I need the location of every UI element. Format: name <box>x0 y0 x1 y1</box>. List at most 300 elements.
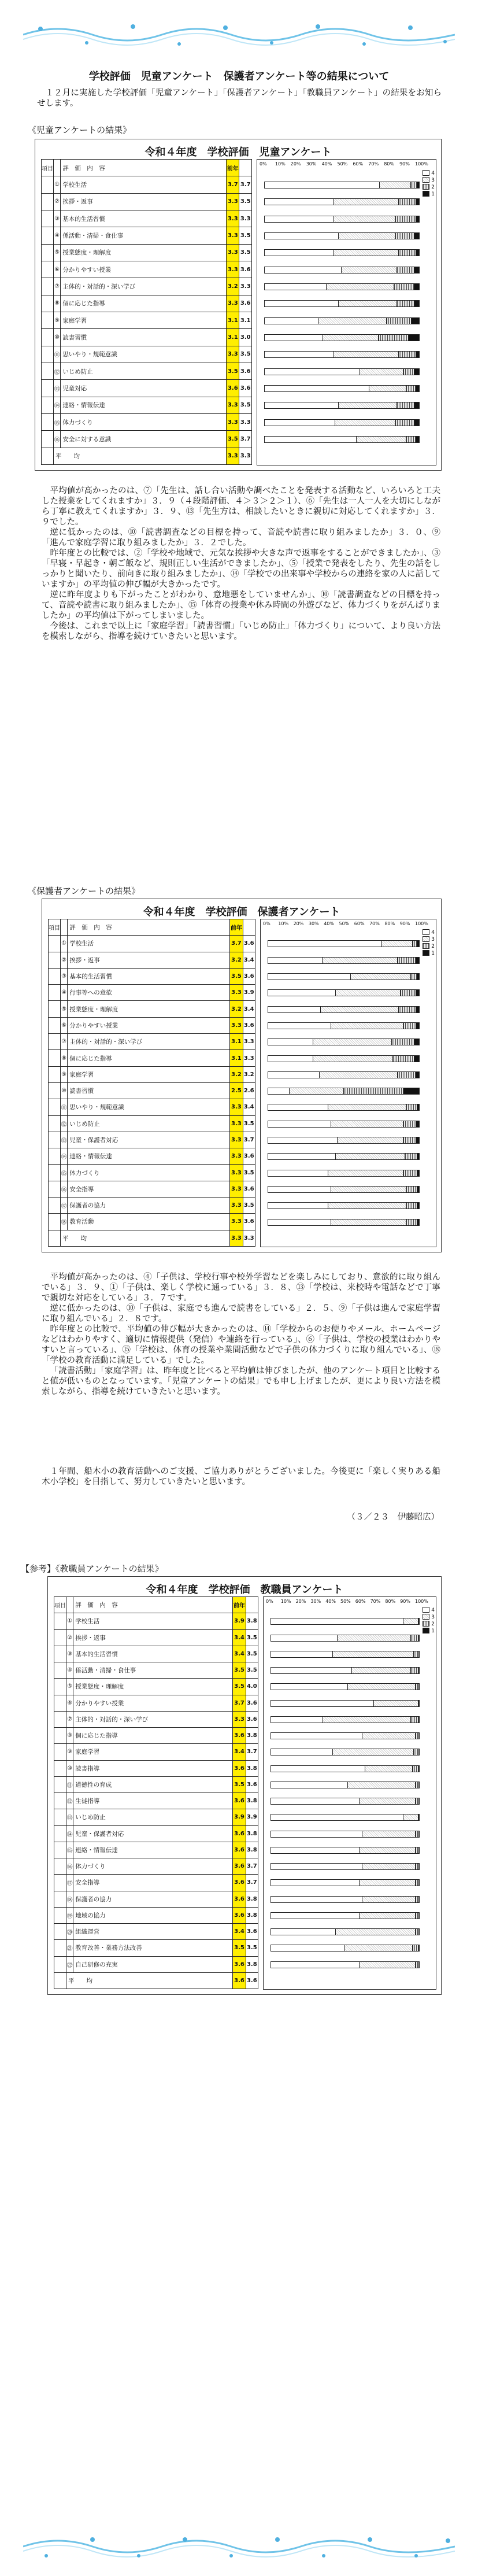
legend-entry <box>423 943 435 950</box>
bar-segment-level-3 <box>350 974 410 980</box>
item-label: 児童・保護者対応 <box>73 1825 233 1842</box>
bar-segment-level-4 <box>271 1929 335 1935</box>
category-cell <box>49 985 61 1001</box>
item-last-year: 3.5 <box>239 193 252 210</box>
average-last-year: 3.6 <box>246 1972 258 1989</box>
legend-label: 1 <box>431 1628 435 1634</box>
axis-tick-label: 60% <box>354 921 365 926</box>
item-label: いじめ防止 <box>68 1115 230 1132</box>
bar-segment-level-4 <box>271 1798 359 1804</box>
item-number: ⑧ <box>66 1728 73 1744</box>
item-last-year: 3.6 <box>243 1017 255 1033</box>
bar-segment-level-3 <box>328 1203 406 1208</box>
distribution-bar <box>271 1928 420 1935</box>
item-label: 教育改善・業務方法改善 <box>73 1940 233 1956</box>
table-row <box>42 380 252 397</box>
category-cell <box>49 952 61 968</box>
item-this-year: 3.3 <box>230 1148 243 1165</box>
item-number: ⑭ <box>66 1825 73 1842</box>
bar-segment-level-3 <box>328 1170 403 1176</box>
axis-tick-label: 90% <box>400 1599 410 1604</box>
item-number: ⑨ <box>54 312 61 328</box>
item-this-year: 3.3 <box>230 1165 243 1181</box>
axis-tick-label: 10% <box>280 1599 291 1604</box>
axis-tick-label: 40% <box>324 921 334 926</box>
bar-segment-level-3 <box>365 1766 412 1772</box>
bar-segment-level-1 <box>417 974 419 980</box>
table-row <box>54 1662 258 1679</box>
bar-segment-level-4 <box>265 318 318 324</box>
bar-segment-level-4 <box>271 1684 347 1690</box>
item-last-year: 3.6 <box>243 1214 255 1230</box>
average-last-year: 3.3 <box>243 1230 255 1246</box>
bar-segment-level-3 <box>335 990 400 996</box>
average-this-year: 3.6 <box>233 1972 246 1989</box>
parent-commentary-1: 平均値が高かったのは、④「子供は、学校行事や校外学習などを楽しみにしており、意欲的に取り組んでいる」３．９、①「子供は、楽しく学校に通っている」３．８、⑬「学校は、来校時や電話などで丁寧で親切な対応をしている」３．７です。 <box>42 1273 440 1303</box>
bar-segment-level-3 <box>322 958 397 963</box>
distribution-bar <box>271 1879 420 1886</box>
item-this-year: 3.3 <box>227 346 239 363</box>
item-this-year: 3.3 <box>230 1099 243 1115</box>
bar-segment-level-2 <box>406 1203 417 1208</box>
bar-segment-level-2 <box>391 1039 414 1045</box>
bar-segment-level-4 <box>265 437 356 442</box>
item-label: 連絡・情報伝達 <box>61 397 227 413</box>
legend-swatch <box>423 943 429 949</box>
bar-segment-level-3 <box>362 1897 415 1902</box>
bar-segment-level-1 <box>418 1749 419 1755</box>
legend-label: 2 <box>431 943 435 949</box>
item-label: いじめ防止 <box>73 1809 233 1825</box>
item-last-year: 3.3 <box>243 1034 255 1050</box>
bar-segment-level-1 <box>417 1154 419 1159</box>
item-label: 個に応じた指導 <box>73 1728 233 1744</box>
bar-segment-level-2 <box>406 437 416 442</box>
parent-commentary-3: 昨年度との比較で、平均値の伸び幅が大きかったのは、⑭「学校からのお便りやメール、ホームページなどはわかりやすく、適切に情報提供（発信）や連絡を行っている」、⑥「子供は、学校の授業はわかりやすいと言っている」、⑮「学校は、体育の授業や業間活動などで子供の体力づくりに取り組んでいる」、⑱「学校の教育活動に満足している」でした。 <box>42 1325 440 1365</box>
parent-items-table <box>48 919 255 1247</box>
category-cell <box>54 1858 66 1875</box>
distribution-bar <box>268 957 420 964</box>
table-row <box>42 397 252 413</box>
table-row <box>42 363 252 379</box>
distribution-bar <box>271 1961 420 1968</box>
item-last-year: 3.6 <box>246 1695 258 1711</box>
item-number: ⑦ <box>54 278 61 295</box>
bar-segment-level-3 <box>362 1733 415 1739</box>
legend-entry <box>423 950 435 957</box>
category-cell <box>49 1017 61 1033</box>
category-cell <box>42 346 54 363</box>
bar-segment-level-3 <box>334 199 398 205</box>
legend-label: 4 <box>431 170 435 176</box>
legend-entry <box>423 1607 435 1614</box>
item-label: 思いやり・規範意識 <box>68 1099 230 1115</box>
item-this-year: 3.2 <box>230 1001 243 1017</box>
item-label: 挨拶・返事 <box>61 193 227 210</box>
bar-segment-level-1 <box>416 1121 419 1127</box>
bar-segment-level-2 <box>410 1668 418 1673</box>
bar-segment-level-3 <box>326 284 394 290</box>
legend-swatch <box>423 191 429 197</box>
distribution-bar <box>264 216 420 223</box>
category-cell <box>49 1214 61 1230</box>
bar-segment-level-3 <box>334 216 395 222</box>
bottom-decorative-banner <box>23 2530 455 2564</box>
distribution-bar <box>271 1667 420 1674</box>
axis-tick-label: 70% <box>369 921 380 926</box>
axis-tick-label: 60% <box>355 1599 366 1604</box>
item-last-year: 3.5 <box>246 1646 258 1662</box>
item-last-year: 3.7 <box>239 176 252 193</box>
table-row <box>49 936 255 952</box>
bar-segment-level-1 <box>418 1913 419 1919</box>
student-chart-legend <box>423 170 435 198</box>
axis-tick-label: 30% <box>310 1599 321 1604</box>
table-row <box>49 1017 255 1033</box>
bar-segment-level-3 <box>319 1072 397 1078</box>
item-number: ⑪ <box>54 346 61 363</box>
distribution-bar <box>268 973 420 980</box>
table-row <box>54 1940 258 1956</box>
bar-segment-level-1 <box>418 1847 419 1853</box>
bar-segment-level-4 <box>265 369 360 375</box>
bar-segment-level-4 <box>271 1733 362 1739</box>
item-last-year: 3.8 <box>246 1907 258 1923</box>
bar-segment-level-2 <box>395 233 414 239</box>
legend-swatch <box>423 936 429 942</box>
item-last-year: 3.6 <box>239 363 252 379</box>
average-this-year: 3.3 <box>227 448 239 464</box>
bar-segment-level-1 <box>416 1137 419 1143</box>
header-this-year: 前年 <box>233 1597 246 1613</box>
item-label: 個に応じた指導 <box>61 295 227 312</box>
distribution-bar <box>268 1055 420 1062</box>
table-row <box>49 1148 255 1165</box>
item-label: 授業態度・理解度 <box>68 1001 230 1017</box>
bar-segment-level-2 <box>413 1651 418 1657</box>
item-label: 家庭学習 <box>61 312 227 328</box>
distribution-bar <box>268 1202 420 1209</box>
distribution-bar <box>268 1219 420 1226</box>
item-label: 保護者の協力 <box>73 1891 233 1907</box>
table-row <box>42 278 252 295</box>
bar-segment-level-3 <box>359 1913 415 1919</box>
item-last-year: 3.3 <box>239 413 252 430</box>
bar-segment-level-3 <box>332 1749 413 1755</box>
distribution-bar <box>271 1782 420 1788</box>
item-label: 組織運営 <box>73 1924 233 1940</box>
category-cell <box>42 176 54 193</box>
bar-segment-level-1 <box>414 301 419 306</box>
table-header-row <box>49 919 255 936</box>
distribution-bar <box>264 334 420 341</box>
item-last-year: 3.5 <box>239 244 252 261</box>
table-row <box>54 1875 258 1891</box>
item-label: 係活動・清掃・食仕事 <box>61 227 227 244</box>
item-number: ⑱ <box>61 1214 68 1230</box>
bar-segment-level-2 <box>395 420 414 426</box>
legend-label: 2 <box>431 1621 435 1627</box>
bar-segment-level-4 <box>265 420 335 426</box>
item-label: 個に応じた指導 <box>68 1050 230 1066</box>
item-label: 保護者の協力 <box>68 1198 230 1214</box>
category-cell <box>49 1099 61 1115</box>
item-last-year: 3.5 <box>246 1629 258 1646</box>
bar-segment-level-3 <box>403 1618 418 1624</box>
bar-segment-level-1 <box>418 1668 419 1673</box>
category-cell <box>54 1842 66 1858</box>
legend-swatch <box>423 950 429 956</box>
item-this-year: 3.6 <box>233 1875 246 1891</box>
bar-segment-level-1 <box>418 1929 419 1935</box>
item-last-year: 3.7 <box>239 431 252 448</box>
bar-segment-level-1 <box>418 1831 419 1837</box>
bar-segment-level-2 <box>413 1749 418 1755</box>
table-row <box>49 1001 255 1017</box>
distribution-bar <box>271 1945 420 1952</box>
table-row <box>42 244 252 261</box>
distribution-bar <box>264 385 420 392</box>
bar-segment-level-2 <box>392 1056 414 1062</box>
distribution-bar <box>268 1088 420 1095</box>
distribution-bar <box>264 419 420 426</box>
average-label: 平 均 <box>66 1972 233 1989</box>
legend-entry <box>423 170 435 177</box>
legend-swatch <box>423 1628 429 1633</box>
legend-swatch <box>423 1614 429 1620</box>
axis-tick-label: 30% <box>308 921 319 926</box>
student-items-table <box>41 159 252 465</box>
header-item: 評 価 内 容 <box>61 160 227 176</box>
bar-segment-level-1 <box>414 1039 419 1045</box>
item-number: ⑨ <box>66 1744 73 1760</box>
item-label: 児童対応 <box>61 380 227 397</box>
parent-report-title: 令和４年度 学校評価 保護者アンケート <box>143 906 340 918</box>
bar-segment-level-1 <box>408 335 419 341</box>
bar-segment-level-4 <box>268 1023 331 1029</box>
category-cell <box>54 1907 66 1923</box>
bar-segment-level-4 <box>265 267 341 273</box>
item-number: ② <box>61 952 68 968</box>
bar-segment-level-2 <box>398 199 416 205</box>
table-row <box>42 227 252 244</box>
bar-segment-level-4 <box>265 352 334 357</box>
bar-segment-level-2 <box>343 1088 403 1094</box>
item-label: 係活動・清掃・食仕事 <box>73 1662 233 1679</box>
table-row <box>54 1924 258 1940</box>
item-this-year: 3.3 <box>230 1181 243 1197</box>
table-header-row <box>54 1597 258 1613</box>
item-last-year: 3.5 <box>239 397 252 413</box>
staff-report-title: 令和４年度 学校評価 教職員アンケート <box>146 1584 343 1596</box>
item-last-year: 3.3 <box>243 1050 255 1066</box>
axis-tick-label: 40% <box>325 1599 336 1604</box>
item-last-year: 3.8 <box>246 1956 258 1972</box>
item-this-year: 3.6 <box>233 1728 246 1744</box>
item-label: 基本的生活習慣 <box>68 968 230 984</box>
bar-segment-level-4 <box>268 1187 331 1192</box>
bar-segment-level-2 <box>410 1717 418 1723</box>
item-this-year: 3.7 <box>230 936 243 952</box>
distribution-bar <box>271 1798 420 1805</box>
table-row <box>49 1082 255 1099</box>
bar-segment-level-3 <box>323 1717 411 1723</box>
staff-section-label: 【参考】《教職員アンケートの結果》 <box>21 1564 164 1574</box>
item-label: 学校生活 <box>61 176 227 193</box>
bar-segment-level-4 <box>271 1962 359 1968</box>
item-this-year: 3.5 <box>233 1940 246 1956</box>
bar-segment-level-2 <box>386 318 411 324</box>
item-number: ⑧ <box>61 1050 68 1066</box>
bar-segment-level-3 <box>369 386 406 391</box>
legend-entry <box>423 936 435 943</box>
bar-segment-level-3 <box>337 1635 411 1641</box>
item-label: 読書習慣 <box>68 1082 230 1099</box>
distribution-bar <box>264 249 420 256</box>
table-row <box>42 176 252 193</box>
bar-segment-level-1 <box>416 990 419 996</box>
bar-segment-level-4 <box>271 1651 332 1657</box>
item-number: ⑫ <box>54 363 61 379</box>
category-cell <box>54 1972 66 1989</box>
staff-chart-legend <box>423 1607 435 1635</box>
bar-segment-level-4 <box>271 1701 373 1706</box>
bar-segment-level-2 <box>394 284 414 290</box>
item-number: ⑩ <box>66 1760 73 1776</box>
bar-segment-level-4 <box>265 402 338 408</box>
bar-segment-level-4 <box>271 1864 362 1869</box>
student-report-title: 令和４年度 学校評価 児童アンケート <box>144 146 332 158</box>
parent-report-figure <box>42 899 442 1252</box>
legend-entry <box>423 1621 435 1628</box>
item-number: ① <box>66 1613 73 1629</box>
category-cell <box>49 1034 61 1050</box>
item-label: 主体的・対話的・深い学び <box>68 1034 230 1050</box>
item-label: 基本的生活習慣 <box>61 210 227 227</box>
parent-distribution-chart <box>260 919 436 1247</box>
item-number: ④ <box>61 985 68 1001</box>
item-this-year: 3.4 <box>233 1924 246 1940</box>
table-row <box>42 413 252 430</box>
distribution-bar <box>271 1814 420 1821</box>
bar-segment-level-4 <box>268 1219 331 1225</box>
legend-entry <box>423 177 435 184</box>
bar-segment-level-2 <box>412 1766 418 1772</box>
item-this-year: 3.6 <box>233 1907 246 1923</box>
item-number: ① <box>61 936 68 952</box>
item-label: 分かりやすい授業 <box>68 1017 230 1033</box>
item-number: ⑤ <box>54 244 61 261</box>
item-label: 体力づくり <box>61 413 227 430</box>
header-item: 評 価 内 容 <box>68 919 230 936</box>
item-this-year: 3.1 <box>227 329 239 346</box>
item-number: ⑰ <box>61 1198 68 1214</box>
bar-segment-level-2 <box>412 941 417 947</box>
item-this-year: 3.5 <box>227 431 239 448</box>
item-number: ③ <box>61 968 68 984</box>
bar-segment-level-4 <box>271 1831 362 1837</box>
item-number: ⑳ <box>66 1924 73 1940</box>
item-last-year: 3.6 <box>246 1711 258 1727</box>
item-last-year: 3.5 <box>243 1198 255 1214</box>
header-category: 項目 <box>54 1597 66 1613</box>
legend-swatch <box>423 1621 429 1627</box>
item-last-year: 3.8 <box>246 1825 258 1842</box>
item-number: ⑩ <box>61 1082 68 1099</box>
item-number: ⑫ <box>66 1793 73 1809</box>
student-report-figure <box>35 139 442 471</box>
item-last-year: 3.8 <box>246 1728 258 1744</box>
item-label: 児童・保護者対応 <box>68 1132 230 1148</box>
category-cell <box>54 1662 66 1679</box>
item-last-year: 3.0 <box>239 329 252 346</box>
document-title: 学校評価 児童アンケート 保護者アンケート等の結果について <box>88 71 390 83</box>
distribution-bar <box>271 1847 420 1854</box>
item-number: ⑤ <box>61 1001 68 1017</box>
bar-segment-level-3 <box>356 437 405 442</box>
item-this-year: 3.2 <box>230 952 243 968</box>
item-number: ㉒ <box>66 1956 73 1972</box>
axis-tick-label: 0% <box>260 161 267 167</box>
distribution-bar <box>264 182 420 189</box>
distribution-bar <box>268 1071 420 1078</box>
distribution-bar <box>264 283 420 290</box>
bar-segment-level-1 <box>411 318 419 324</box>
category-cell <box>54 1760 66 1776</box>
table-row <box>54 1613 258 1629</box>
bar-segment-level-4 <box>265 233 338 239</box>
student-section-label: 《児童アンケートの結果》 <box>28 125 132 135</box>
item-last-year: 3.6 <box>239 380 252 397</box>
bar-segment-level-2 <box>410 1635 418 1641</box>
category-cell <box>54 1744 66 1760</box>
item-last-year: 3.6 <box>239 295 252 312</box>
bar-segment-level-2 <box>403 1137 416 1143</box>
bar-segment-level-3 <box>331 1187 406 1192</box>
bar-segment-level-3 <box>338 301 397 306</box>
item-this-year: 2.5 <box>230 1082 243 1099</box>
axis-tick-label: 100% <box>415 161 428 167</box>
item-this-year: 3.3 <box>230 985 243 1001</box>
category-cell <box>42 363 54 379</box>
distribution-bar <box>264 436 420 443</box>
item-last-year: 3.6 <box>243 1148 255 1165</box>
category-cell <box>42 210 54 227</box>
axis-tick-label: 30% <box>306 161 317 167</box>
bar-segment-level-1 <box>418 1864 419 1869</box>
bar-segment-level-4 <box>271 1913 359 1919</box>
bar-segment-level-2 <box>406 1219 417 1225</box>
header-no <box>61 919 68 936</box>
axis-tick-label: 70% <box>370 1599 381 1604</box>
bar-segment-level-1 <box>417 1203 419 1208</box>
item-this-year: 3.5 <box>233 1662 246 1679</box>
bar-segment-level-3 <box>334 352 398 357</box>
distribution-bar <box>268 1022 420 1029</box>
bar-segment-level-1 <box>416 386 419 391</box>
bar-segment-level-4 <box>268 1056 313 1062</box>
bar-segment-level-1 <box>418 1618 419 1624</box>
item-number: ⑤ <box>66 1679 73 1695</box>
bar-segment-level-3 <box>373 1701 418 1706</box>
item-number: ① <box>54 176 61 193</box>
legend-entry <box>423 191 435 198</box>
legend-swatch <box>423 1607 429 1613</box>
category-cell <box>49 1115 61 1132</box>
item-last-year: 3.6 <box>239 261 252 278</box>
item-number: ④ <box>66 1662 73 1679</box>
bar-segment-level-4 <box>271 1749 332 1755</box>
